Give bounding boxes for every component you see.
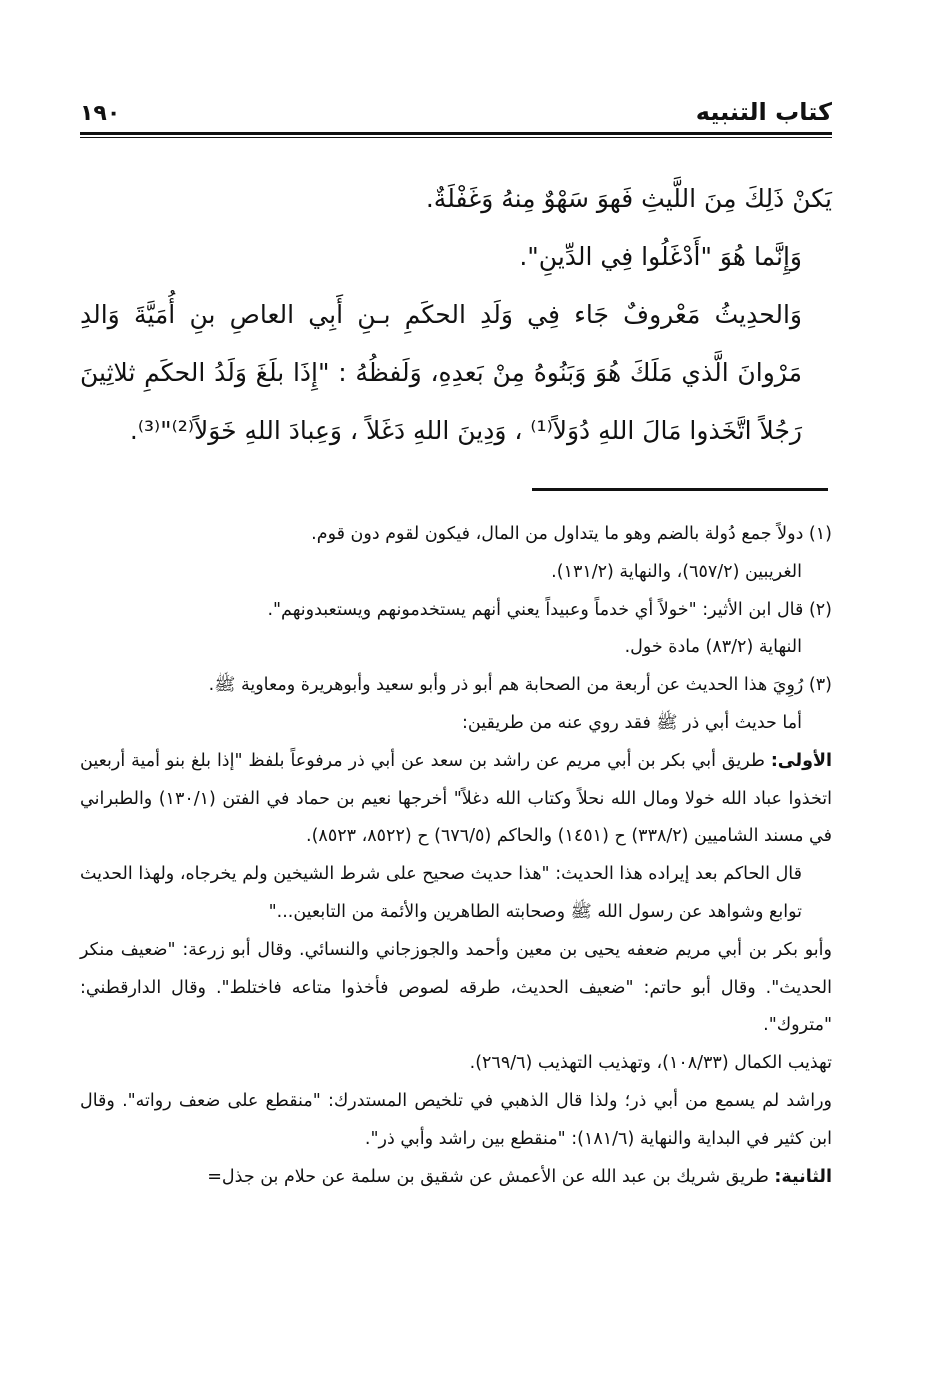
footnote-2: (٢) قال ابن الأثير: "خولاً أي خدماً وعبيداً يعني أنهم يستخدمونهم ويستعبدونهم". — [267, 599, 832, 620]
footnote-1: (١) دولاً جمع دُولة بالضم وهو ما يتداول من المال، فيكون لقوم دون قوم. — [311, 524, 832, 544]
footnote-2-source: النهاية (٨٣/٢) مادة خول. — [624, 637, 802, 658]
footnotes — [80, 516, 832, 1196]
body-paragraph: وَالحدِيثُ مَعْروفٌ جَاء فِي وَلَدِ الحكَمِ بـنِ أَبِي العاصِ بنِ أُمَيَّةَ وَالدِ مَرْوانَ الَّذي مَلَكَ هُوَ وَبَنُوهُ مِنْ بَعدِهِ، وَلَفظُهُ : "إِذَا بلَغَ وَلَدُ الحكَمِ ثلاثِينَ رَجُلاً اتَّخَذوا مَالَ اللهِ دُوَلاً⁽¹⁾ ، وَدِينَ اللهِ دَغَلاً ، وَعِبادَ اللهِ خَوَلاً⁽²⁾"⁽³⁾. — [80, 300, 802, 445]
page-number: ١٩٠ — [80, 101, 121, 126]
main-text — [80, 170, 832, 460]
body-line: وَإِنَّما هُوَ "أَدْغَلُوا فِي الدِّينِ". — [519, 242, 802, 271]
first-path-text: طريق أبي بكر بن أبي مريم عن راشد بن سعد عن أبي ذر مرفوعاً بلفظ "إذا بلغ بنو أمية أربعين اتخذوا عباد الله خولا ومال الله نحلاً وكتاب الله دغلاً" أخرجها نعيم بن حماد في الفتن (١٣٠/١) والطبراني في مسند الشاميين (٣٣٨/٢) ح (١٤٥١) والحاكم (٦٧٦/٥) ح (٨٥٢٢، ٨٥٢٣). — [80, 750, 832, 847]
footnote-3-first-path — [80, 743, 832, 856]
footnote-1-source: الغريبين (٦٥٧/٢)، والنهاية (١٣١/٢). — [551, 561, 802, 582]
footnote-3: (٣) رُوِيَ هذا الحديث عن أربعة من الصحابة هم أبو ذر وأبو سعيد وأبوهريرة ومعاوية ﷺ. — [208, 675, 832, 696]
page-header — [80, 86, 832, 126]
footnote-3-refs: تهذيب الكمال (١٠٨/٣٣)، وتهذيب التهذيب (٢٦٩/٦). — [469, 1053, 832, 1074]
footnote-3-rashid: وراشد لم يسمع من أبي ذر؛ ولذا قال الذهبي في تلخيص المستدرك: "منقطع على ضعف رواته". وقال ابن كثير في البداية والنهاية (١٨١/٦): "منقطع بين راشد وأبي ذر". — [80, 1090, 832, 1149]
footnote-3-second-path — [80, 1159, 832, 1197]
body-line: يَكنْ ذَلِكَ مِنَ اللَّيثِ فَهوَ سَهْوٌ مِنهُ وَغَفْلَةٌ. — [425, 184, 832, 213]
footnote-3-hakim: قال الحاكم بعد إيراده هذا الحديث: "هذا حديث صحيح على شرط الشيخين ولم يخرجاه، ولهذا الحديث توابع وشواهد عن رسول الله ﷺ وصحابته الطاهرين والأئمة من التابعين..." — [80, 864, 802, 922]
running-title: كتاب التنبيه — [695, 98, 832, 126]
footnote-separator — [532, 488, 828, 491]
second-path-text: طريق شريك بن عبد الله عن الأعمش عن شقيق بن سلمة عن حلام بن جذل= — [207, 1166, 775, 1187]
first-path-label: الأولى: — [770, 750, 832, 771]
header-rule — [80, 132, 832, 138]
footnote-3-narrator: وأبو بكر بن أبي مريم ضعفه يحيى بن معين وأحمد والجوزجاني والنسائي. وقال أبو زرعة: "ضعيف منكر الحديث". وقال أبو حاتم: "ضعيف الحديث، طرقه لصوص فأخذوا متاعه فاختلط". وقال الدارقطني: "متروك". — [80, 939, 832, 1036]
second-path-label: الثانية: — [774, 1166, 832, 1187]
footnote-3-intro: أما حديث أبي ذر ﷺ فقد روي عنه من طريقين: — [461, 712, 802, 733]
